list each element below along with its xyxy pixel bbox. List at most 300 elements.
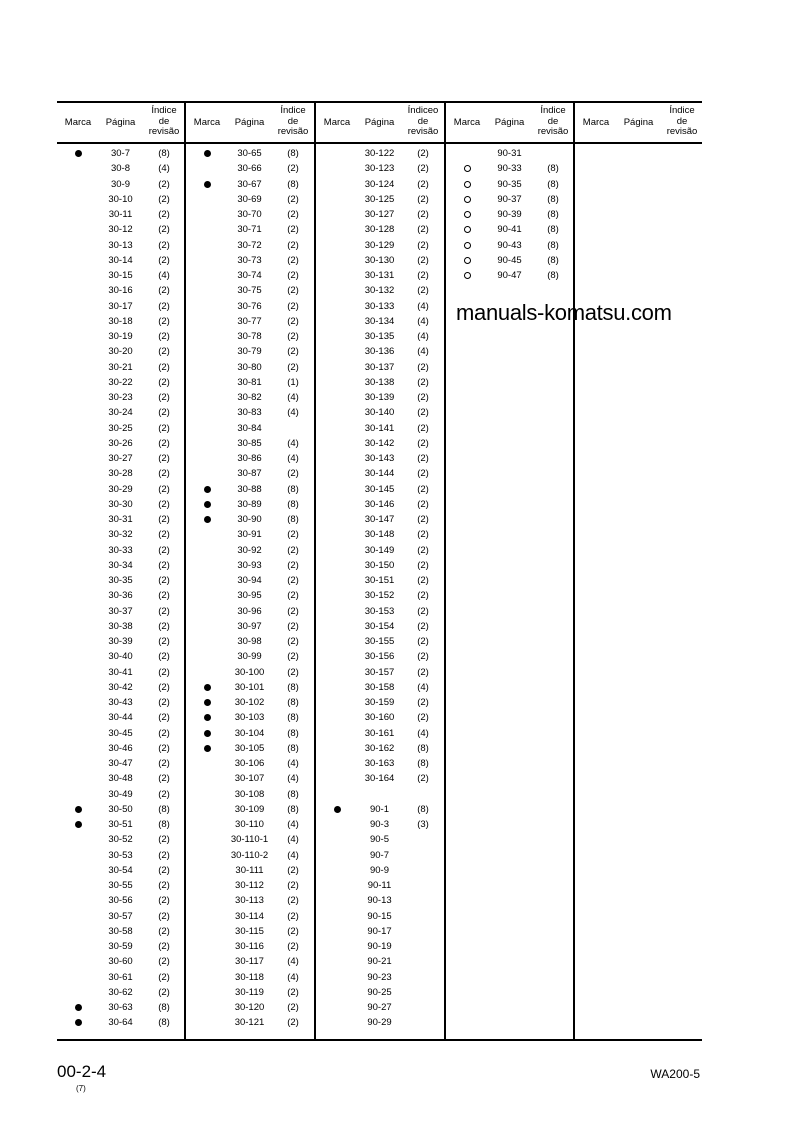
table-row bbox=[186, 695, 315, 710]
page-cell: 30-149 bbox=[364, 544, 395, 556]
revision-index-cell: (2) bbox=[158, 925, 170, 937]
revision-index-cell: (2) bbox=[287, 941, 299, 952]
page-cell: 30-33 bbox=[108, 544, 133, 556]
filled-circle-mark-icon bbox=[204, 699, 211, 706]
table-row bbox=[316, 1015, 445, 1030]
revision-index-cell: (2) bbox=[158, 727, 170, 739]
page-cell: 30-101 bbox=[234, 681, 265, 693]
page-cell: 30-40 bbox=[108, 651, 133, 663]
page-cell: 90-9 bbox=[369, 864, 389, 876]
table-row bbox=[57, 909, 186, 924]
page-cell: 30-152 bbox=[364, 590, 395, 602]
page-cell: 30-134 bbox=[364, 315, 395, 327]
revision-index-cell: (8) bbox=[417, 803, 429, 815]
column-header bbox=[575, 102, 704, 143]
page-cell: 30-100 bbox=[234, 666, 265, 678]
revision-index-cell: (2) bbox=[287, 193, 299, 205]
revision-index-cell: (8) bbox=[547, 224, 559, 236]
mark-cell bbox=[57, 1000, 99, 1015]
revision-index-cell: (2) bbox=[158, 514, 170, 525]
table-row bbox=[316, 207, 445, 222]
table-row bbox=[57, 832, 186, 847]
table-row bbox=[316, 756, 445, 771]
revision-index-cell: (2) bbox=[158, 254, 170, 266]
revision-index-cell: (4) bbox=[417, 315, 429, 327]
page-cell: 30-103 bbox=[234, 712, 265, 724]
page-cell: 30-84 bbox=[237, 422, 262, 434]
revision-index-cell: (2) bbox=[158, 483, 170, 495]
table-row bbox=[186, 985, 315, 1000]
table-row bbox=[186, 817, 315, 832]
page-cell: 30-61 bbox=[108, 971, 133, 983]
page-cell: 30-144 bbox=[364, 468, 395, 480]
revision-index-cell: (4) bbox=[287, 758, 299, 769]
table-row bbox=[186, 756, 315, 771]
open-circle-mark-icon bbox=[464, 226, 471, 233]
table-row bbox=[316, 939, 445, 954]
table-row bbox=[57, 527, 186, 542]
table-row bbox=[186, 649, 315, 664]
table-row bbox=[57, 329, 186, 344]
page-cell: 30-86 bbox=[237, 453, 262, 464]
table-row bbox=[316, 451, 445, 466]
revision-index-cell: (2) bbox=[158, 529, 170, 541]
revision-index-cell: (2) bbox=[287, 163, 299, 175]
table-row bbox=[186, 207, 315, 222]
table-row bbox=[316, 512, 445, 527]
page-cell: 90-15 bbox=[367, 910, 392, 922]
page-cell: 30-115 bbox=[235, 925, 264, 937]
page-cell: 30-120 bbox=[234, 1002, 265, 1013]
page-cell: 30-89 bbox=[237, 498, 262, 510]
page-cell: 30-112 bbox=[235, 880, 264, 891]
revision-index-cell: (2) bbox=[287, 300, 299, 312]
table-row bbox=[316, 680, 445, 695]
revision-index-cell: (8) bbox=[287, 697, 299, 708]
page-cell: 30-97 bbox=[237, 620, 262, 632]
header-marca: Marca bbox=[582, 117, 610, 128]
table-row bbox=[57, 344, 186, 359]
revision-index-cell: (4) bbox=[417, 346, 429, 358]
revision-index-cell: (2) bbox=[287, 880, 299, 891]
header-indice-line: revisão bbox=[537, 126, 569, 137]
page-cell: 30-44 bbox=[108, 712, 133, 724]
page-cell: 30-25 bbox=[108, 422, 133, 434]
revision-index-cell: (2) bbox=[158, 239, 170, 251]
filled-circle-mark-icon bbox=[204, 501, 211, 508]
table-row bbox=[316, 817, 445, 832]
revision-index-cell: (2) bbox=[287, 224, 299, 236]
model-name: WA200-5 bbox=[650, 1067, 700, 1081]
page-cell: 30-71 bbox=[237, 224, 262, 236]
open-circle-mark-icon bbox=[464, 242, 471, 249]
header-pagina: Página bbox=[105, 117, 136, 128]
table-row bbox=[57, 161, 186, 176]
table-row bbox=[446, 146, 575, 161]
table-row bbox=[186, 924, 315, 939]
page-cell: 30-87 bbox=[237, 468, 262, 480]
table-row bbox=[57, 512, 186, 527]
revision-index-cell: (2) bbox=[417, 422, 429, 434]
table-row bbox=[186, 268, 315, 283]
page-cell: 30-105 bbox=[234, 742, 265, 754]
table-row bbox=[316, 314, 445, 329]
revision-index-cell: (2) bbox=[417, 605, 429, 617]
page-cell: 30-111 bbox=[235, 864, 264, 876]
table-row bbox=[316, 970, 445, 985]
column-group-4 bbox=[446, 102, 575, 1041]
page-cell: 30-130 bbox=[364, 254, 395, 266]
mark-cell bbox=[186, 741, 228, 756]
page-cell: 90-33 bbox=[497, 163, 522, 175]
table-row bbox=[57, 405, 186, 420]
revision-index-cell: (2) bbox=[158, 224, 170, 236]
page-cell: 30-154 bbox=[364, 620, 395, 632]
column-group-5 bbox=[575, 102, 704, 1041]
filled-circle-mark-icon bbox=[204, 181, 211, 188]
table-row bbox=[186, 497, 315, 512]
revision-index-cell: (2) bbox=[158, 178, 170, 190]
page-cell: 30-116 bbox=[235, 941, 264, 952]
filled-circle-mark-icon bbox=[204, 486, 211, 493]
page-cell: 30-151 bbox=[364, 575, 395, 586]
revision-index-cell: (8) bbox=[158, 1017, 170, 1029]
page-cell: 30-85 bbox=[237, 437, 262, 449]
table-row bbox=[316, 482, 445, 497]
page-cell: 30-102 bbox=[234, 697, 265, 708]
revision-index-cell: (2) bbox=[287, 209, 299, 220]
page-cell: 30-80 bbox=[237, 361, 262, 373]
page-cell: 30-59 bbox=[108, 941, 133, 952]
page-cell: 90-1 bbox=[369, 803, 389, 815]
page-cell: 90-27 bbox=[367, 1002, 392, 1013]
table-row bbox=[316, 299, 445, 314]
revision-index-cell: (2) bbox=[287, 468, 299, 480]
revision-index-cell: (8) bbox=[287, 483, 299, 495]
page-cell: 30-49 bbox=[108, 788, 133, 800]
table-row bbox=[316, 192, 445, 207]
page-cell: 30-22 bbox=[108, 376, 133, 388]
revision-index-cell: (8) bbox=[417, 742, 429, 754]
page-cell: 30-110-1 bbox=[230, 834, 269, 846]
revision-index-cell: (2) bbox=[417, 514, 429, 525]
page-cell: 30-78 bbox=[237, 331, 262, 342]
revision-index-cell: (8) bbox=[287, 681, 299, 693]
revision-index-cell: (2) bbox=[158, 193, 170, 205]
table-row bbox=[57, 848, 186, 863]
table-row bbox=[57, 924, 186, 939]
filled-circle-mark-icon bbox=[204, 714, 211, 721]
revision-index-cell: (4) bbox=[287, 834, 299, 846]
page-cell: 30-79 bbox=[237, 346, 262, 358]
page-cell: 90-31 bbox=[497, 148, 522, 159]
page-cell: 30-153 bbox=[364, 605, 395, 617]
revision-index-cell: (8) bbox=[547, 239, 559, 251]
table-row bbox=[57, 771, 186, 786]
revision-index-cell: (4) bbox=[287, 956, 299, 968]
page-cell: 30-72 bbox=[237, 239, 262, 251]
mark-cell bbox=[186, 695, 228, 710]
revision-index-cell: (2) bbox=[417, 254, 429, 266]
mark-cell bbox=[57, 802, 99, 817]
table-row bbox=[186, 802, 315, 817]
filled-circle-mark-icon bbox=[75, 1019, 82, 1026]
page-cell: 30-96 bbox=[237, 605, 262, 617]
page-cell: 90-35 bbox=[497, 178, 522, 190]
table-row bbox=[186, 634, 315, 649]
revision-index-cell: (2) bbox=[287, 270, 299, 281]
revision-index-cell: (2) bbox=[158, 361, 170, 373]
revision-index-cell: (2) bbox=[287, 575, 299, 586]
table-row bbox=[186, 543, 315, 558]
page-cell: 30-73 bbox=[237, 254, 262, 266]
table-row bbox=[316, 146, 445, 161]
table-row bbox=[446, 268, 575, 283]
table-row bbox=[186, 360, 315, 375]
mark-cell bbox=[186, 482, 228, 497]
revision-index-cell: (2) bbox=[287, 986, 299, 998]
page-cell: 90-5 bbox=[369, 834, 389, 846]
header-indice-line: revisão bbox=[148, 126, 180, 137]
table-row bbox=[57, 939, 186, 954]
open-circle-mark-icon bbox=[464, 211, 471, 218]
revision-index-cell: (2) bbox=[158, 392, 170, 403]
page-cell: 30-155 bbox=[364, 636, 395, 647]
revision-index-cell: (2) bbox=[417, 773, 429, 785]
page-cell: 30-21 bbox=[108, 361, 133, 373]
revision-index-cell: (2) bbox=[417, 712, 429, 724]
page-cell: 30-81 bbox=[237, 376, 262, 388]
revision-index-cell: (8) bbox=[158, 803, 170, 815]
page-cell: 30-118 bbox=[235, 971, 264, 983]
revision-index-cell: (2) bbox=[158, 575, 170, 586]
page-cell: 30-163 bbox=[364, 758, 395, 769]
revision-index-cell: (2) bbox=[417, 529, 429, 541]
header-indice-line: de bbox=[158, 115, 170, 127]
revision-index-cell: (2) bbox=[417, 498, 429, 510]
page-cell: 30-90 bbox=[237, 514, 262, 525]
page-cell: 30-133 bbox=[364, 300, 395, 312]
table-row bbox=[446, 253, 575, 268]
page-cell: 30-13 bbox=[108, 239, 133, 251]
header-indice bbox=[402, 106, 444, 138]
table-row bbox=[186, 466, 315, 481]
revision-index-cell: (2) bbox=[158, 880, 170, 891]
revision-index-cell: (4) bbox=[287, 453, 299, 464]
header-indice-line: revisão bbox=[277, 126, 309, 137]
table-row bbox=[316, 954, 445, 969]
table-row bbox=[316, 634, 445, 649]
page-cell: 30-94 bbox=[237, 575, 262, 586]
page-cell: 90-23 bbox=[367, 971, 392, 983]
header-indice-line: Índice bbox=[151, 105, 177, 116]
table-row bbox=[316, 649, 445, 664]
table-row bbox=[316, 405, 445, 420]
table-row bbox=[186, 848, 315, 863]
revision-index-cell: (2) bbox=[158, 300, 170, 312]
page-cell: 30-39 bbox=[108, 636, 133, 647]
header-indice bbox=[272, 106, 314, 138]
page-cell: 30-47 bbox=[108, 758, 133, 769]
revision-index-cell: (8) bbox=[287, 178, 299, 190]
table-row bbox=[316, 283, 445, 298]
revision-index-cell: (2) bbox=[287, 315, 299, 327]
revision-index-cell: (8) bbox=[547, 178, 559, 190]
table-row bbox=[316, 543, 445, 558]
header-marca: Marca bbox=[323, 117, 351, 128]
table-row bbox=[186, 314, 315, 329]
page-cell: 30-156 bbox=[364, 651, 395, 663]
page-cell: 30-12 bbox=[108, 224, 133, 236]
page-cell: 30-69 bbox=[237, 193, 262, 205]
table-row bbox=[316, 390, 445, 405]
header-indice bbox=[661, 106, 703, 138]
open-circle-mark-icon bbox=[464, 272, 471, 279]
column-group-1 bbox=[57, 102, 186, 1041]
revision-index-cell: (2) bbox=[158, 971, 170, 983]
page-cell: 30-28 bbox=[108, 468, 133, 480]
revision-index-cell: (2) bbox=[287, 285, 299, 297]
page-cell: 30-147 bbox=[364, 514, 395, 525]
table-row bbox=[186, 482, 315, 497]
header-marca: Marca bbox=[64, 117, 92, 128]
page-cell: 30-110-2 bbox=[230, 849, 269, 861]
page-cell: 30-67 bbox=[237, 178, 262, 190]
table-row bbox=[316, 1000, 445, 1015]
page-cell: 30-150 bbox=[364, 559, 395, 571]
revision-index-cell: (2) bbox=[158, 697, 170, 708]
page-cell: 30-76 bbox=[237, 300, 262, 312]
revision-index-cell: (2) bbox=[287, 636, 299, 647]
table-row bbox=[57, 695, 186, 710]
page-cell: 30-95 bbox=[237, 590, 262, 602]
page-cell: 30-122 bbox=[364, 148, 395, 159]
revision-index-cell: (3) bbox=[417, 819, 429, 830]
table-row bbox=[186, 665, 315, 680]
revision-index-cell: (8) bbox=[547, 254, 559, 266]
revision-index-cell: (2) bbox=[158, 956, 170, 968]
revision-index-cell: (4) bbox=[417, 727, 429, 739]
page-cell: 30-88 bbox=[237, 483, 262, 495]
table-row bbox=[57, 421, 186, 436]
table-row bbox=[186, 878, 315, 893]
mark-cell bbox=[446, 161, 488, 176]
table-row bbox=[57, 1000, 186, 1015]
table-row bbox=[316, 604, 445, 619]
table-row bbox=[316, 177, 445, 192]
table-row bbox=[57, 893, 186, 908]
table-row bbox=[316, 497, 445, 512]
page-cell: 30-114 bbox=[235, 910, 264, 922]
revision-index-cell: (2) bbox=[287, 590, 299, 602]
page-cell: 30-64 bbox=[108, 1017, 133, 1029]
revision-index-cell: (2) bbox=[417, 575, 429, 586]
table-row bbox=[316, 710, 445, 725]
table-row bbox=[57, 619, 186, 634]
page-cell: 30-23 bbox=[108, 392, 133, 403]
page-cell: 30-145 bbox=[364, 483, 395, 495]
page-cell: 30-141 bbox=[364, 422, 395, 434]
page-cell: 30-41 bbox=[108, 666, 133, 678]
page-cell: 30-43 bbox=[108, 697, 133, 708]
revision-index-cell: (8) bbox=[158, 148, 170, 159]
table-row bbox=[446, 207, 575, 222]
table-row bbox=[186, 177, 315, 192]
page-revision: (7) bbox=[76, 1084, 86, 1093]
page-cell: 30-54 bbox=[108, 864, 133, 876]
revision-index-cell: (2) bbox=[287, 559, 299, 571]
table-row bbox=[57, 497, 186, 512]
table-row bbox=[57, 878, 186, 893]
revision-index-cell: (2) bbox=[417, 163, 429, 175]
table-row bbox=[316, 436, 445, 451]
table-row bbox=[446, 238, 575, 253]
page-cell: 30-17 bbox=[108, 300, 133, 312]
page-cell: 30-131 bbox=[364, 270, 395, 281]
page-cell: 30-15 bbox=[108, 270, 133, 281]
table-row bbox=[186, 1015, 315, 1030]
table-row bbox=[186, 741, 315, 756]
header-indice-line: Índice bbox=[540, 105, 566, 116]
table-row bbox=[316, 466, 445, 481]
page-cell: 30-121 bbox=[234, 1017, 265, 1029]
revision-index-cell: (4) bbox=[417, 681, 429, 693]
header-indice-line: Índice bbox=[280, 105, 306, 116]
table-row bbox=[186, 787, 315, 802]
page-cell: 30-66 bbox=[237, 163, 262, 175]
table-row bbox=[186, 604, 315, 619]
revision-index-cell: (2) bbox=[417, 437, 429, 449]
revision-index-cell: (2) bbox=[158, 666, 170, 678]
page-cell: 30-26 bbox=[108, 437, 133, 449]
revision-index-cell: (2) bbox=[417, 224, 429, 236]
revision-index-cell: (2) bbox=[417, 285, 429, 297]
table-row bbox=[316, 832, 445, 847]
revision-index-cell: (2) bbox=[287, 239, 299, 251]
revision-index-cell: (2) bbox=[158, 376, 170, 388]
revision-index-cell: (2) bbox=[417, 209, 429, 220]
page-cell: 30-92 bbox=[237, 544, 262, 556]
table-row bbox=[57, 482, 186, 497]
mark-cell bbox=[446, 177, 488, 192]
page-cell: 30-139 bbox=[364, 392, 395, 403]
table-row bbox=[57, 604, 186, 619]
table-row bbox=[316, 665, 445, 680]
table-row bbox=[186, 451, 315, 466]
header-pagina: Página bbox=[623, 117, 654, 128]
revision-index-cell: (2) bbox=[158, 773, 170, 785]
revision-index-cell: (2) bbox=[417, 651, 429, 663]
page-cell: 30-109 bbox=[234, 803, 265, 815]
revision-index-cell: (2) bbox=[417, 697, 429, 708]
page-cell: 90-25 bbox=[367, 986, 392, 998]
revision-index-cell: (2) bbox=[158, 331, 170, 342]
table-row bbox=[186, 726, 315, 741]
revision-index-cell: (4) bbox=[287, 819, 299, 830]
revision-index-cell: (4) bbox=[287, 773, 299, 785]
mark-cell bbox=[446, 253, 488, 268]
page-cell: 90-41 bbox=[497, 224, 522, 236]
revision-index-cell: (2) bbox=[417, 666, 429, 678]
revision-index-cell: (2) bbox=[158, 742, 170, 754]
mark-cell bbox=[186, 177, 228, 192]
page-cell: 90-47 bbox=[497, 270, 522, 281]
page-cell: 90-29 bbox=[367, 1017, 392, 1029]
table-row bbox=[186, 238, 315, 253]
table-row bbox=[186, 146, 315, 161]
table-row bbox=[316, 802, 445, 817]
table-row bbox=[186, 436, 315, 451]
